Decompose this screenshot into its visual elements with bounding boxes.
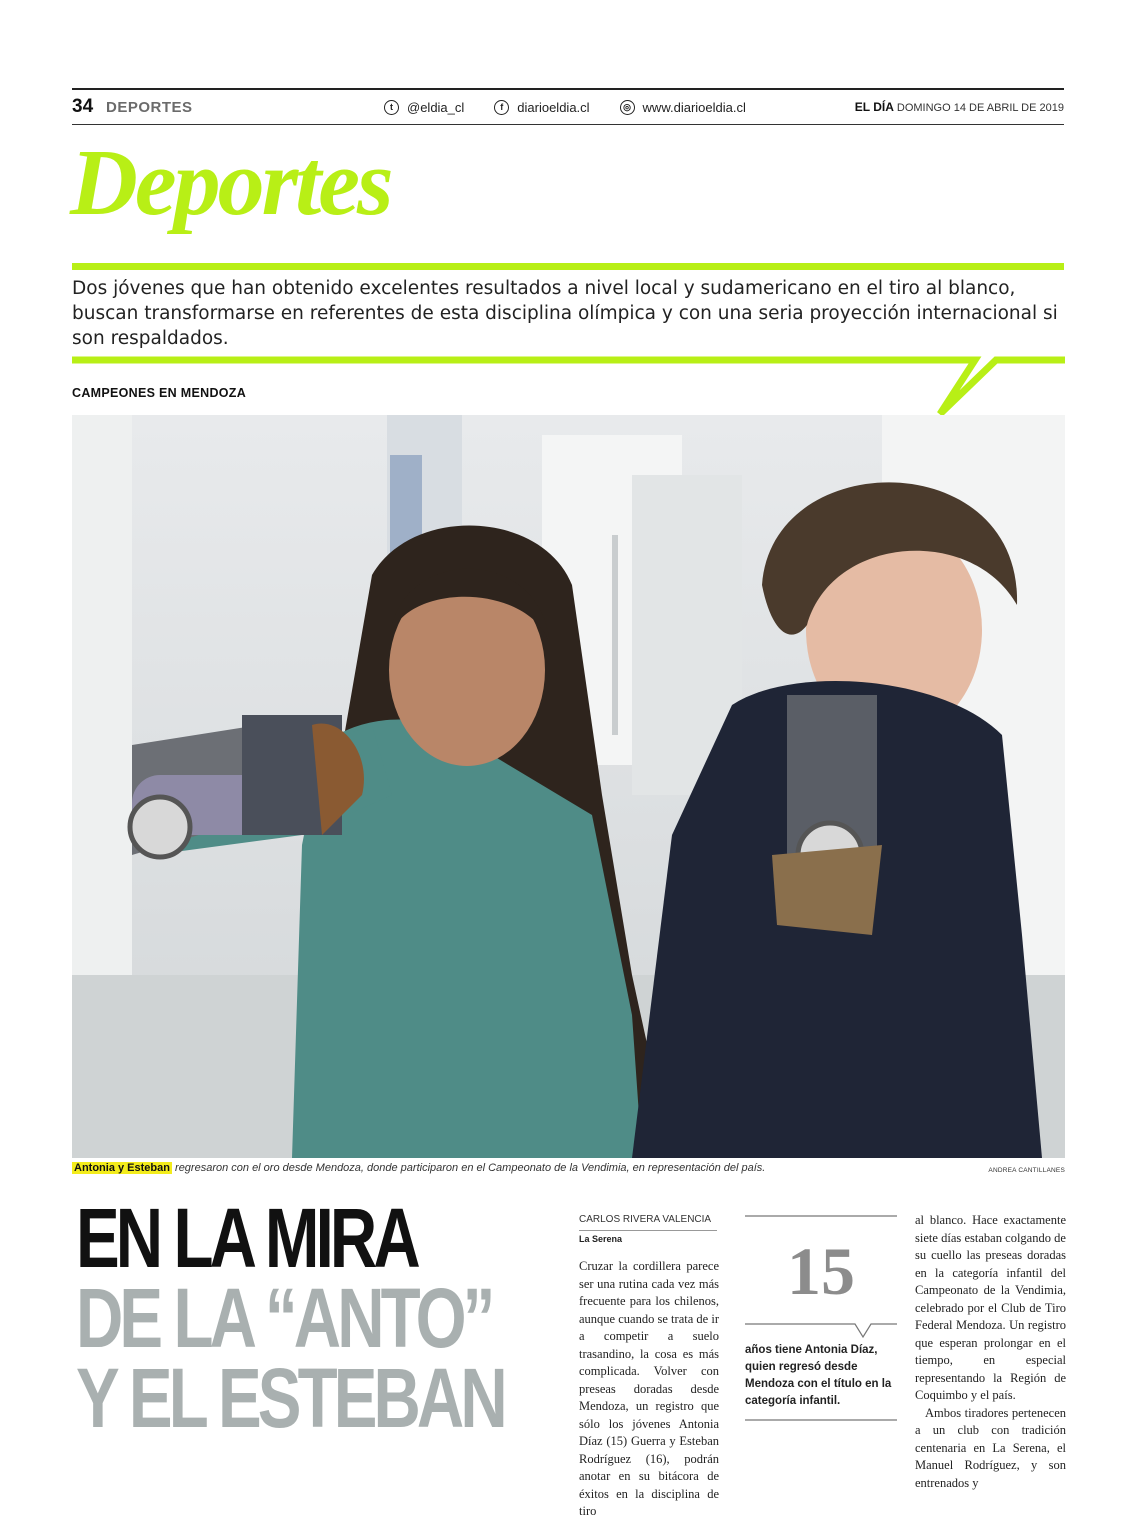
facebook-handle[interactable]: diarioeldia.cl [517,99,590,115]
factbox-text: años tiene Antonia Díaz, quien regresó desde Mendoza con el título en la categoría infantil. [745,1344,892,1407]
caption-highlight: Antonia y Esteban [74,1162,170,1174]
social-links [384,96,746,118]
facebook-icon[interactable]: f [494,100,509,115]
headline-line-1: EN LA MIRA [76,1191,417,1285]
article-paragraph: Ambos tiradores pertenecen a un club con tradición centenaria en La Serena, el Manuel Rodríguez, y son entrenados y [915,1405,1066,1490]
masthead-date [855,100,1064,114]
photo-caption [72,1162,1065,1174]
header-rule [72,124,1064,125]
factbox [745,1212,897,1424]
byline: CARLOS RIVERA VALENCIA [579,1214,712,1225]
top-rule [72,88,1064,90]
caption-text: regresaron con el oro desde Mendoza, donde participaron en el Campeonato de la Vendimia, en representación del país. [171,1162,766,1174]
issue-date: DOMINGO 14 DE ABRIL DE 2019 [896,102,1064,114]
twitter-handle[interactable]: @eldia_cl [407,99,465,115]
website-link[interactable]: www.diarioeldia.cl [642,99,746,115]
article-column-3 [915,1212,1066,1492]
dateline: La Serena [579,1234,623,1244]
article-column-1: Cruzar la cordillera parece ser una rutina cada vez más frecuente para los chilenos, aunque cuando se trata de ir a competir a suelo trasandino, la cosa es más complicada. Volver con preseas doradas desde Mendoza, un registro que sólo los jóvenes Antonia Díaz (15) Guerra y Esteban Rodríguez (16), podrán anotar en su bitácora de éxitos en la disciplina de tiro [579,1259,719,1518]
section-title: Deportes [70,131,391,235]
page-number: 34 [72,96,94,117]
headline [76,1191,504,1445]
photo-illustration [72,415,1065,1158]
main-photo [72,415,1065,1158]
factbox-number: 15 [787,1233,855,1309]
globe-icon[interactable]: ◎ [620,100,635,115]
headline-line-2: DE LA “ANTO” [76,1271,492,1365]
twitter-icon[interactable]: t [384,100,399,115]
photo-credit: ANDREA CANTILLANES [988,1167,1065,1174]
kicker: CAMPEONES EN MENDOZA [72,386,247,400]
paper-name: EL DÍA [854,100,894,114]
page-header [72,96,1064,122]
article-paragraph: al blanco. Hace exactamente siete días estaban colgando de su cuello las preseas doradas en la categoría infantil del Campeonato de la Vendimia, celebrado por el Club de Tiro Federal Mendoza. Un registro que esperan prolongar en el tiempo, en especial representando la Región de Coquimbo y el país. [915,1213,1066,1402]
accent-bar [72,263,1064,270]
headline-line-3: Y EL ESTEBAN [76,1351,504,1445]
lede-paragraph: Dos jóvenes que han obtenido excelentes resultados a nivel local y sudamericano en el tiro al blanco, buscan transformarse en referentes de esta disciplina olímpica y con una seria proyección internacional si son respaldados. [72,278,1058,349]
byline-rule [579,1230,717,1231]
section-label: DEPORTES [106,99,193,116]
